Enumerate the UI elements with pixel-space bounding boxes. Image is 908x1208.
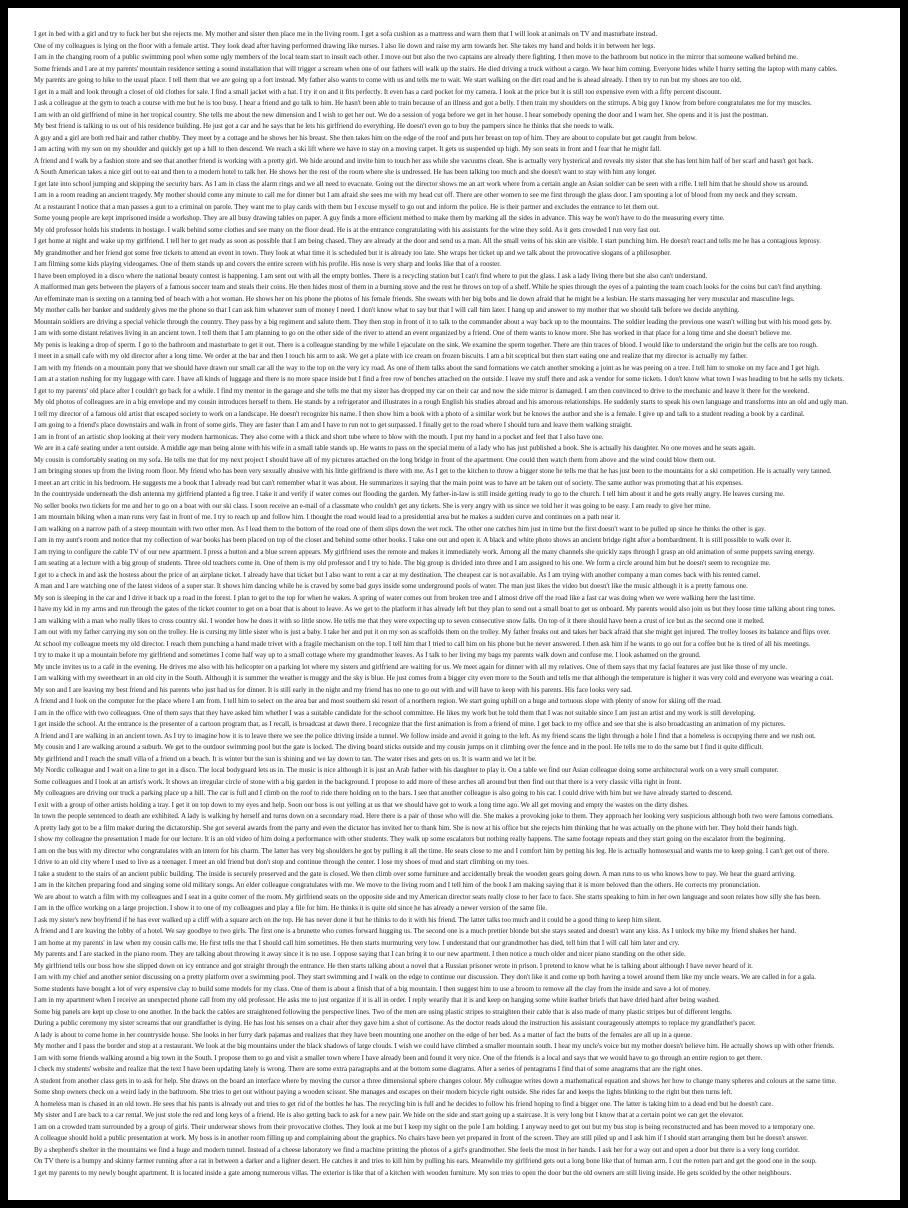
dream-report-line: I am filming some kids playing videogames. One of them stands up and covers the entire screen with his profile. His nose is very sharp and looks like that of a rooster. [34, 260, 501, 268]
dream-report-line: An effeminate man is sexting on a tanning bed of beach with a hot woman. He shows her on his phone the photos of his female friends. She sweats with her big bobs and lie down afraid that he might be a lesbian. He starts massaging her very muscular and masculine legs. [34, 294, 795, 303]
dream-report-line: Some shop owners check on a weird lady in the bathroom. She tries to get out without paying a wooden scissor. She manages and escapes on their modern bicycle right outside. She rides far and keeps the lights blinking to the right but then turns left. [34, 1088, 733, 1096]
dream-report-line: I meet an art critic in his bedroom. He suggests me a book that I already read but can't remember what it was about. He summarizes it saying that the main point was to have art be taken out of society. The same author was promoting that at his expenses. [34, 478, 743, 487]
dream-report-line: I get late into school jumping and skipping the security bars. As I am in class the alarm rings and we all need to evacuate. Going out the director shows me an art work where from a certain angle an Asian soldier can be seen with a rifle. I tell him that he should show us around. [34, 179, 809, 188]
dream-report-line: My old professor holds his students in hostage. I walk behind some clothes and see many on the floor dead. He is at the entrance congratulating with his assistants for the wine they sold. As it gets crowded I run very fast out. [34, 225, 661, 234]
dream-report-line: I meet in a small cafe with my old director after a long time. We order at the bar and then I touch his arm to ask. We get a plate with ice cream on frozen biscuits. I am a bit sceptical but then start eating one and realize that my director is actually my father. [34, 352, 748, 360]
dream-report-line: My girlfriend and I reach the small villa of a friend on a beach. It is winter but the sun is shining and we lay down to tan. The water rises and gets on us. It is warm and we let it be. [34, 754, 537, 763]
dream-report-line: Mountain soldiers are driving a special vehicle through the country. They pass by a big regiment and salute them. They then stop in front of it to talk to the commander about a way back up to the mountains. The soldier leading the previous one wasn't willing but with his mood gets by. [34, 317, 832, 326]
dream-report-line: I am walking on a narrow path of a steep mountain with two other men. As I lead them to the bottom of the road one of them slips down the wet rock. The other one catches him just in time but the first doesn't want to be pulled up since he thinks the other is gay. [34, 524, 766, 533]
dream-report-line: A colleague should hold a public presentation at work. My boss is in another room filling up and complaining about the graphics. No chairs have been yet prepared in front of the screen. They are still piled up and I ask him if I should start arranging them but he doesn't answer. [34, 1134, 808, 1142]
dream-report-line: I am bringing stones up from the living room floor. My friend who has been very sexually abusive with his little girlfriend is there with me. As I get to the kitchen to throw a bigger stone he tells me that he has just been to the mountains for a ski competition. He is actually very tanned. [34, 467, 832, 475]
dream-report-line: I am going to a friend's place downstairs and walk in front of some girls. They are faster than I am and I have to run not to get surpassed. I finally get to the road where I should turn and leave them walking straight. [34, 421, 633, 429]
dream-report-line: I am with some friends walking around a big town in the South. I propose them to go and visit a smaller town where I have already been and found it very nice. One of the friends is a local and says that we would have to go through an entire region to get there. [34, 1053, 763, 1062]
dream-report-line: I am seating at a lecture with a big group of students. Three old teachers come in. One of them is my old professor and I try to hide. The big group is divided into three and I am assigned to his one. We form a circle around him but he doesn't seem to recognize me. [34, 559, 771, 567]
dream-report-line: My old photos of colleagues are in a big envelope and my cousin introduces herself to them. He stands by a refrigerator and illustrates in a rough English his studies abroad and his amorous relationships. He suddenly starts to speak his own language and transforms into an old and ugly man. [34, 398, 848, 406]
dream-report-line: I am in the kitchen preparing food and singing some old military songs. An elder colleague congratulates with me. We move to the living room and I tell him of the book I am making saying that it is more beloved than the others. He corrects my pronunciation. [34, 881, 761, 889]
dream-report-line: I am at a station rushing for my luggage with care. I have all kinds of luggage and there is no more space inside but I find a free row of benches attached on the outside. I leave my stuff there and ask a vendor for some tickets. I don't know what town I was heading to but he sells my tickets. [34, 375, 844, 383]
dream-report-line: I get in bed with a girl and try to fuck her but she rejects me. My mother and sister then place me in the living room. I get a sofa cushion as a mattress and warn them that I will look at animals on TV and masturbate instead. [34, 30, 658, 38]
document-page [8, 8, 900, 1200]
dream-report-line: I tell my director of a famous old artist that escaped society to work on a landscape. He doesn't recognize his name. I then show him a book with a photo of a similar work but he knows the author and she is a female. I give up and talk to a student reading a book by a cardinal. [34, 409, 805, 418]
dream-report-line: I exit with a group of other artists holding a tray. I get it on top down to my eyes and help. Soon our boss is out yelling at us that we should have got to work a long time ago. We all get moving and empty the wastes on the dirty dishes. [34, 800, 689, 809]
dream-report-line: In the countryside underneath the dish antenna my girlfriend planted a fig tree. I take it and verify if water comes out flooding the garden. My father-in-law is still inside getting ready to go to the church. I tell him about it and he gets really angry. He leaves cursing me. [34, 490, 785, 498]
dream-report-line: By a shepherd's shelter in the mountains we find a huge and modern tunnel. Instead of a cheese laboratory we find a machine printing the photos of a girl's grandmother. She feels the most in her hands. I ask her for a way out and open a door but there is a very long corridor. [34, 1145, 800, 1154]
dream-report-line: I am in a room reading an ancient tragedy. My mother should come any minute to call me for dinner but I am afraid she sees me with my head cut off. There are other women to see me first through the glass door. I am spouting a lot of blood from my neck and they scream. [34, 191, 798, 199]
dream-report-line: A friend and I are walking in an ancient town. As I try to imagine how it is to leave there we see the police driving inside a tunnel. We follow inside and avoid it going to the left. As my friend scans the light through a hole I find that a homeless is occupying there and we rush out. [34, 731, 816, 740]
dream-report-line: I am mountain biking when a man runs very fast in front of me. I try to reach up and follow him. I thought the road would lead to a presidential area but he makes a sudden curve and continues on a path near it. [34, 513, 621, 521]
dream-report-line: I am with my friends on a mountain pony that we should have drawn our small car all the way to the top on the very icy road. As one of them talks about the sand formations we catch another smoking a joint as he was peeing on a tree. I tell him to smoke on my face and I get high. [34, 363, 820, 372]
dream-report-line: I get to a check in and ask the hostess about the price of an airplane ticket. I already have that ticket but I also want to rent a car at my destination. The cheapest car is not available. As I am trying with another company a man comes back with his rented camel. [34, 570, 761, 579]
dream-report-line: A man and I are watching one of the latest videos of a super star. It shows him dancing while he is craved by some bad guys inside some underground pools of water. The man just likes the video but doesn't like the music although it is a pretty famous one. [34, 582, 748, 590]
dream-report-line: I drive to an old city where I used to live as a teenager. I meet an old friend but don't stop and continue through the center. I lose my shoes of mud and start climbing on my toes. [34, 858, 529, 866]
dream-report-line: My parents and I are stacked in the piano room. They are talking about throwing it away since it is no use. I oppose saying that I can bring it to our new apartment. I then notice a much older and nicer piano standing on the other side. [34, 950, 686, 958]
dream-report-line: I am walking with a man who really likes to cross country ski. I wonder how he does it with so little snow. He tells me that they were expecting up to seven consecutive snow falls. On top of it there should have been a crust of ice but as the second one it melted. [34, 616, 765, 625]
dream-report-line: My colleagues are driving our truck a parking place up a hill. The car is full and I climb on the roof to ride there holding on to the bars. I see that another colleague is also going to his car. I could drive with him but we have already started to descend. [34, 789, 733, 797]
dream-report-line: My cousin is comfortably seating on my sofa. He tells me that for my next project I should have all of my pictures attached on the long bridge in front of the apartment. One could then watch them from above and the wind could blow them out. [34, 455, 716, 464]
dream-report-line: I am in the office working on a large projection. I show it to one of my colleagues and play a file for him. He thinks it is quite old since he has already a newer version of the same file. [34, 904, 548, 912]
dream-report-line: I try to make it up a mountain before my girlfriend and sometimes I come half way up to a small cottage where my grandmother leaves. As I talk to her living my bags my parents walk down and confuse me. I look ashamed on the ground. [34, 651, 701, 659]
dream-report-list [34, 29, 896, 1179]
dream-report-line: I am trying to configure the cable TV of our new apartment. I press a button and a blue screen appears. My girlfriend uses the remote and makes it immediately work. Among all the many channels she quickly zaps through I grasp an old animation of some puppets saving energy. [34, 547, 815, 556]
dream-report-line: Some friends and I are at my parents' mountain residence setting a sound installation that will trigger a scream when one of our fathers will walk up the stairs. He died driving a truck without a cargo. We hear him coming. Everyone hides while I hurry setting the laptop with many cables. [34, 64, 838, 73]
dream-report-line: My uncle invites us to a café in the evening. He drives me also with his helicopter on a parking lot where my sisters and girlfriend are waiting for us. We meet again for dinner with all my relatives. One of them says that my facial features are just like those of my uncle. [34, 662, 787, 671]
dream-report-line: My mother calls her banker and suddenly gives me the phone so that I can ask him whatever sum of money I need. I don't know what to say but that I will call him later. I hang up and answer to my mother that we should talk before we decide anything. [34, 306, 740, 314]
dream-report-line: In town the people sentenced to death are exhibited. A lady is walking by herself and turns down on a secondary road. Here there is a pair of those who will die. She makes a provoking joke to them. They approach her looking very suspicious although both two were famous comedians. [34, 812, 834, 820]
dream-report-line: I ask my sister's new boyfriend if he has ever walked up a cliff with a square arch on the top. He has never done it but he thinks to do it with his friend. The latter talks too much and it could be a good thing to keep him silent. [34, 915, 662, 924]
dream-report-line: A student from another class gets in to ask for help. She draws on the board an interface where by moving the cursor a three dimensional sphere changes colour. My colleague writes down a mathematical equation and shows her how to change many spheres and colours at the same time. [34, 1076, 837, 1085]
dream-report-line: At school my colleague meets my old director. I reach them punching a hand made trivet with a fragile mechanism on the top. I tell him that I tried to call him on his phone but he never answered. I then ask him if he wants to go out for a coffee but he is tired of all his meetings. [34, 639, 811, 648]
dream-report-line: I get in a mall and look through a closet of old clothes for sale. I find a small jacket with a hat. I try it on and it fits perfectly. It even has a card pocket for my camera. I look at the price but it is still too expensive even with a fifty percent discount. [34, 87, 722, 96]
dream-report-line: I am in my apartment when I receive an unexpected phone call from my old professor. He asks me to just organize if it is all in order. I reply wearily that it is and keep on hanging some white leather briefs that have dried hard after being washed. [34, 996, 720, 1004]
dream-report-line: A friend and I are leaving the lobby of a hotel. We say goodbye to two girls. The first one is a brunette who comes forward hugging us. The second one is a much prettier blonde but she stays seated and doesn't want any kiss. As I unlock my bike my friend shakes her hand. [34, 927, 797, 935]
dream-report-line: I get my parents to my newly bought apartment. It is located inside a gate among numerous villas. The exterior is like that of a kitchen with wooden furniture. My son tries to open the door but the old owners are still living inside. He gets scolded by the other neighbours. [34, 1168, 792, 1177]
dream-report-line: On TV there is a bumpy and skinny farmer running after a rat in between a darker and a lighter desert. He catches it and tries to kill him by pulling his ears. Meanwhile my girlfriend gets out a long bone like that of human arm. I cut the rotten part and get the good one in the soup. [34, 1157, 817, 1165]
dream-report-line: No seller books two tickets for me and her to go on a boat with our ski class. I soon receive an e-mail of a classmate who couldn't get any tickets. She is very angry with us since we told her it was going to be easy. I am ready to give her mine. [34, 501, 711, 510]
dream-report-line: I have my kid in my arms and run through the gates of the ticket counter to get on a boat that is about to leave. As we get to the platform it has already left but they plan to send out a small boat to get us onboard. My parents would also join us but they loose time talking about ring tones. [34, 605, 836, 613]
dream-report-line: Some young people are kept imprisoned inside a workshop. They are all busy drawing tables on paper. A guy finds a more efficient method to make them by marking all the sides in advance. This way he won't have to do the measuring every time. [34, 214, 725, 222]
dream-report-line: I get home at night and wake up my girlfriend. I tell her to get ready as soon as possible that I am being chased. They are already at the door and send us a man. All the small veins of his skin are visible. I start punching him. He doesn't react and tells me he has a contagious leprosy. [34, 237, 821, 245]
dream-report-line: Some colleagues and I look at an artist's work. It shows an irregular circle of stone with a big garden in the background. I propose to add more of these arches all around but then find out that there is a very classic villa right in front. [34, 777, 682, 786]
dream-report-line: A friend and I walk by a fashion store and see that another friend is working with a pretty girl. We hide around and invite him to touch her ass while she vacuums clean. She is actually very hysterical and reveals my sister that she has lent him half of her scarf and hasn't got back. [34, 156, 814, 165]
dream-report-line: My penis is leaking a drop of sperm. I go to the bathroom and masturbate to get it out. There is a colleague standing by me while I ejaculate on the sink. We examine the sperm together. There are thin traces of blood. I would like to understand the origin but the cells are too rough. [34, 340, 818, 349]
dream-report-line: I get inside the school. At the entrance is the presenter of a cartoon program that, as I recall, is broadcast at dawn there. I recognize that the first animation is from a friend of mine. I get back to my office and see that she is also broadcasting an animation of my pictures. [34, 720, 786, 728]
dream-report-line: A lady is about to come home in her countryside house. She looks in her furry dark pajamas and realizes that they have been mounting one another on the edge of her bed. As a matter of fact the butts of the females are all up in a queue. [34, 1030, 692, 1039]
dream-report-line: Some students have bought a lot of very expensive clay to build some models for my class. One of them is about a finish that of a big mountain. I then suggest him to use a broom to remove all the clay from the inside and save a lot of money. [34, 984, 711, 993]
dream-report-line: I am home at my parents' in law when my cousin calls me. He first tells me that I should call him sometimes. He then starts murmuring very low. I understand that our grandmother has died, tell him that I will call him later and cry. [34, 938, 680, 947]
dream-report-line: My grandmother and her friend got some free tickets to attend an event in town. They look at what time it is scheduled but it is already too late. She wraps her ticket up and we talk about the provocative slogans of a philosopher. [34, 248, 672, 257]
dream-report-line: We are about to watch a film with my colleagues and I seat in a quite corner of the room. My girlfriend seats on the opposite side and my American director seats really close to her face to face. She starts speaking to him in her own language and soon relates how silly she has been. [34, 892, 821, 901]
dream-report-line: I am with an old girlfriend of mine in her tropical country. She tells me about the new dimension and I wish to get her out. We do a session of yoga before we get in her house. I hear somebody opening the door and I warn her. She opens and it is just the postman. [34, 110, 769, 119]
dream-report-line: I am in the changing room of a public swimming pool when some ugly members of the local team start to insult each other. I move out but also the two captains are already there fighting. I then move to the bathroom but notice in the mirror that someone walked behind me. [34, 53, 798, 61]
dream-report-line: I am in my aunt's room and notice that my collection of war books has been placed on top of the closet and behind some other books. I take one out and open it. A black and white photo shows an ancient bridge right after a bombardment. It is still possible to walk over it. [34, 536, 792, 544]
dream-report-line: I am out with my father carrying my son on the trolley. He is cursing my little sister who is just a baby. I take her and put it on my son as scaffolds them on the trolley. My father freaks out and takes her back afraid that she might get injured. The trolley looses its balance and flips over. [34, 628, 831, 636]
dream-report-line: A malformed man gets between the players of a famous soccer team and steals their coins. He then hides most of them in a burning stove and the rest he throws on top of a shelf. While he spies through the eyes of a painting the team coach looks for the coins but can't find anything. [34, 283, 823, 291]
dream-report-line: I have been employed in a disco where the national beauty contest is happening. I am sent out with all the empty bottles. There is a recycling station but I can't find where to put the glass. I ask a lady living there but she also can't understand. [34, 271, 708, 280]
dream-report-line: I take a student to the stairs of an ancient public building. The inside is securely preserved and the gate is closed. We then climb over some furniture and accidentally break the wooden gears going down. A man runs to us who knows how to pay. We hear the guard arriving. [34, 869, 796, 878]
dream-report-line: A friend and I look on the computer for the place where I am from. I tell him to select on the area bar and most southern ski resort of a northern region. We start going uphill on a huge and tortuous slope with plenty of snow for skiing off the road. [34, 697, 722, 705]
dream-report-line: My sister and I are back to a car rental. We just stole the red and long keys of a friend. He is also getting back to ask for a new pair. We hide on the side and start going up a staircase. It is very long but I know that at a certain point we can get the elevator. [34, 1111, 744, 1119]
dream-report-line: One of my colleagues is lying on the floor with a female artist. They look dead after having performed drawing like nurses. I also lie down and raise my arm towards her. She takes my hand and holds it in between her legs. [34, 41, 656, 50]
dream-report-line: I am in front of an artistic shop looking at their very modern harmonicas. They also come with a thick and short tube where to blow with the mouth. I put my hand in a pocket and feel that I also have one. [34, 432, 604, 441]
dream-report-line: I am acting with my son on my shoulder and quickly get up a hill to then descend. We reach a ski lift where we have to stay on a moving carpet. It gets us suspended up high. My son seats in front and I fear that he might fall. [34, 145, 662, 153]
dream-report-line: I show my colleague the presentation I made for our lecture. It is an old video of him doing a performance with other students. They walk up some escalators but nothing really happens. The same footage repeats and they start going on the escalator from the beginning. [34, 835, 786, 843]
dream-report-line: I get to my parents' old place after I couldn't go back for a while. I find my mentor in the garage and she tells me that my sister has dropped my car on their car and now the side mirror is damaged. I am then convinced to drive to the mechanic and leave it there for the weekend. [34, 386, 810, 395]
dream-report-line: My son is sleeping in the car and I drive it back up a road in the forest. I plan to get to the top for when he wakes. A spring of water comes out from broken tree and I almost drive off the road like a fast car was doing when we were walking here the last time. [34, 593, 756, 602]
dream-report-line: My best friend is talking to us out of his residence building. He just got a car and he says that he lets his girlfriend do everything. He doesn't even go to buy the pampers since he thinks that she needs to walk. [34, 122, 614, 130]
dream-report-line: A homeless man is chased in an old town. He sees that his pants is already out and tries to get rid of the bottles he has. The recycling bin is full and he decides to follow his friend hoping to find a bigger one. The latter is taking him to a dead end but he doesn't care. [34, 1099, 774, 1108]
dream-report-line: My mother and I pass the border and stop at a restaurant. We look at the big mountains under the black shadows of large clouds. I wish we could have climbed a smaller mountain south. I hear my uncle's voice but my mother doesn't believe him. He actually shows up with other friends. [34, 1042, 835, 1050]
dream-report-line: Some big panels are kept up close to one another. In the back the cables are straightened following the perspective lines. Two of the men are using plastic stripes to straighten their cable that is also made of many plastic stripes but of different lengths. [34, 1007, 733, 1016]
dream-report-line: My girlfriend tells our boss how she slipped down on icy entrance and got straight through the entrance. He then starts talking about a novel that a Russian prisoner wrote in prison. I pretend to know what he is talking about although I have never heard of it. [34, 961, 753, 970]
dream-report-line: I am with my chief and another senior discussing on a pretty platform over a swimming pool. They start swimming and I walk on the edge to continue our discussion. They don't like it and come up both having a towel around them like my uncle wears. We are called in for a gala. [34, 973, 816, 981]
dream-report-line: I am with some distant relatives living in an ancient town. I tell them that I am planning to go on the other side of the river to attend an event organized by a friend. One of them wants to know more. She has worked in that place for a long time and she doesn't believe me. [34, 329, 792, 337]
dream-report-line: During a public ceremony my sister screams that our grandfather is dying. He has lost his senses on a chair after they gave him a shot of cortisone. As the doctor reads aloud the instruction his assistant courageously attempts to replace my grandfather's pacer. [34, 1019, 756, 1027]
dream-report-line: My parents are going to hike to the usual place. I tell them that we are going up a fort instead. My father also wants to come with us and tells me to wait. We start walking on the dirt road and he is ahead already. I then try to run but my shoes are too old. [34, 76, 742, 84]
dream-report-line: I ask a colleague at the gym to teach a course with me but he is too busy. I hear a friend and go talk to him. He hasn't been able to train because of an illness and got a belly. I then train my shoulders on the stirrups. A big guy I know from before congratulates me for my muscles. [34, 99, 812, 107]
dream-report-line: I am on a crowded tram surrounded by a group of girls. Their underwear shows from their provocative clothes. They look at me but I keep my sight on the pole I am holding. I anyway need to get out but my bus stop is being reconstructed and has been moved to a temporary one. [34, 1122, 815, 1131]
dream-report-line: I am walking with my sweetheart in an old city in the South. Although it is summer the weather is muggy and the sky is blue. He just comes from a bigger city even more to the South and tells me that although the temperature is higher it was very cold and everyone was wearing a coat. [34, 674, 834, 682]
dream-report-line: A South American takes a nice girl out to eat and then to a modern hotel to talk her. He shows her the rest of the room where she is undressed. He has been talking too much and she doesn't want to stay with him any longer. [34, 168, 657, 176]
dream-report-line: A guy and a girl are both red hair and rather chubby. They meet by a cottage and he shows her his breast. She then takes him on the edge of the roof and puts her breast on top of him. They are about to copulate but get caught from below. [34, 133, 697, 142]
dream-report-line: I am on the bus with my director who congratulates with an intern for his charm. The latter has very big shoulders he got by pulling it all the time. He seats close to me and I comfort him by petting his leg. He is actually homosexual and wants me to keep going. I can't get out of there. [34, 846, 829, 855]
dream-report-line: I check my students' website and realize that the text I have been updating lately is wrong. There are some extra paragraphs and at the bottom some diagrams. After a series of pentagrams I find that of some anagrams that are the right ones. [34, 1065, 703, 1073]
dream-report-line: We are in a café seating under a tent outside. A middle age man being alone with his wife in a small table stands up. He wants to pass on the special menu of a lady who has just published a book. She is actually his daughter. No one moves and he seats again. [34, 444, 756, 452]
dream-report-line: At a restaurant I notice that a man passes a gun to a criminal on parole. They want me to play cards with them but I excuse myself to go out and inform the police. He is their partner and excludes the entrance to let them out. [34, 202, 659, 211]
dream-report-line: A pretty lady got to be a film maker during the dictatorship. She got several awards from the party and even the dictator has invited her to thank him. She is now at his office but she rejects him thinking that he was actually on the phone with her. They hold their hands high. [34, 823, 798, 832]
dream-report-line: My Nordic colleague and I wait on a line to get in a disco. The local bodyguard lets us in. The music is nice although it is just an Arab father with his daughter to play it. On a table we find our Asian colleague doing some architectural work on a very small computer. [34, 766, 779, 774]
dream-report-line: My cousin and I are walking around a suburb. We get to the outdoor swimming pool but the gate is locked. The diving board sticks outside and my cousin jumps on it climbing over the fence and in the pool. He tells me to do the same but I find it quite difficult. [34, 743, 764, 751]
dream-report-line: I am in the office with two colleagues. One of them says that they have asked him whether I was a suitable candidate for the school committee. He likes my work but he told them that I was not suitable since I am just an artist and my work is still developing. [34, 708, 756, 717]
dream-report-line: My son and I are leaving my best friend and his parents who just had us for dinner. It is still early in the night and my friend has no one to go out with and will have to keep with his parents. His face looks very sad. [34, 685, 632, 694]
